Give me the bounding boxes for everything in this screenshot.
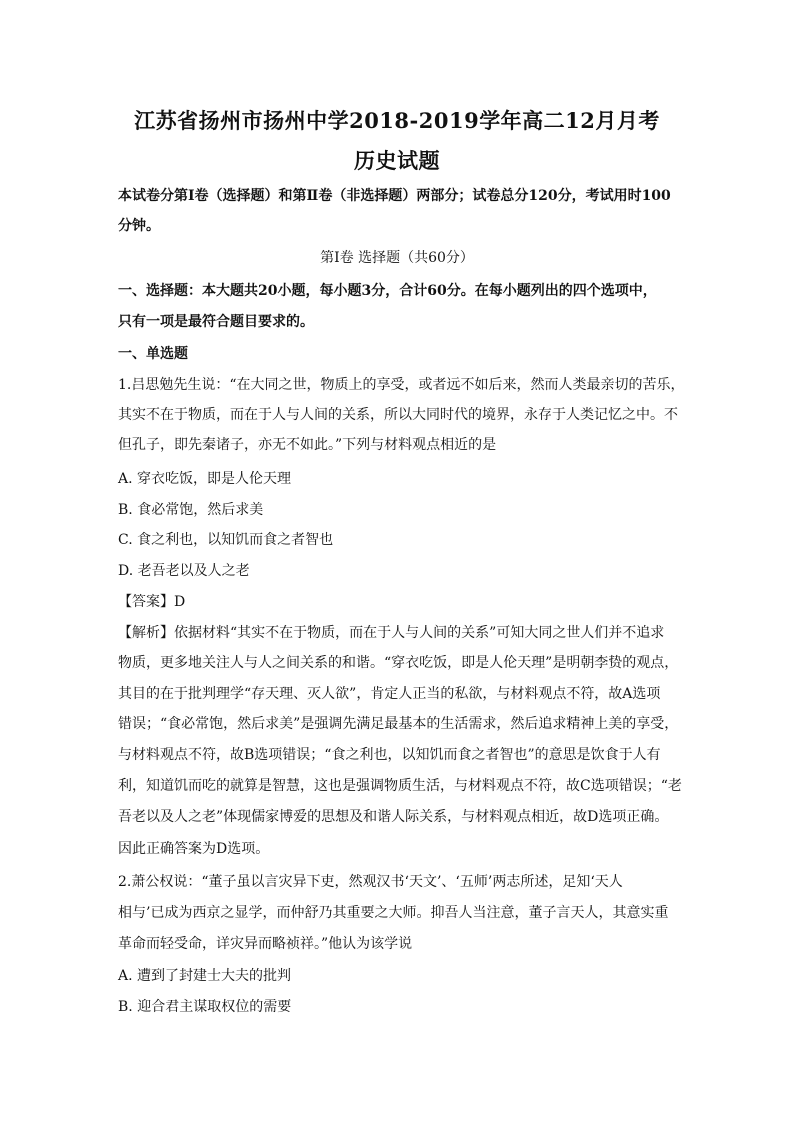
intro-line-1: 本试卷分第Ⅰ卷（选择题）和第Ⅱ卷（非选择题）两部分；试卷总分120分，考试用时100 [118,188,671,204]
section-instructions-line-2: 只有一项是最符合题目要求的。 [118,314,314,330]
document-subtitle: 历史试题 [354,148,440,173]
question-2-stem-line-2: 相与’已成为西京之显学，而仲舒乃其重要之大师。抑吾人当注意，董子言天人，其意实重 [118,905,669,921]
question-1-analysis-line-5: 与材料观点不符，故B选项错误；“食之利也，以知饥而食之者智也”的意思是饮食于人有 [118,747,661,763]
question-1-analysis-line-2: 物质，更多地关注人与人之间关系的和谐。“穿衣吃饭，即是人伦天理”是明朝李贽的观点， [118,655,679,671]
question-2-stem-line-1: 2.萧公权说：“董子虽以言灾异下吏，然观汉书‘天文’、‘五师’两志所述，足知‘天人 [118,874,623,890]
question-1-analysis-line-4: 错误；“食必常饱，然后求美”是强调先满足最基本的生活需求，然后追求精神上美的享受， [118,716,679,732]
question-2-option-a: A. 遭到了封建士大夫的批判 [118,968,292,984]
question-1-analysis-line-8: 因此正确答案为D选项。 [118,841,270,857]
question-1-stem-line-1: 1.吕思勉先生说：“在大同之世，物质上的享受，或者远不如后来，然而人类最亲切的苦乐， [118,377,685,393]
question-1-option-c: C. 食之利也，以知饥而食之者智也 [118,532,334,548]
question-1-stem-line-3: 但孔子，即先秦诸子，亦无不如此。”下列与材料观点相近的是 [118,437,497,453]
question-2-stem-line-3: 革命而轻受命，详灾异而略祯祥。”他认为该学说 [118,936,413,952]
section-instructions-line-1: 一、选择题：本大题共20小题，每小题3分，合计60分。在每小题列出的四个选项中， [118,283,657,299]
question-1-option-a: A. 穿衣吃饭，即是人伦天理 [118,471,292,487]
question-1-analysis-line-7: 吾老以及人之老”体现儒家博爱的思想及和谐人际关系，与材料观点相近，故D选项正确。 [118,809,669,825]
question-1-answer: 【答案】D [118,594,186,610]
part1-heading: 第Ⅰ卷 选择题（共60分） [320,250,474,266]
question-1-option-d: D. 老吾老以及人之老 [118,563,250,579]
subsection-heading: 一、单选题 [118,346,188,362]
document-title: 江苏省扬州市扬州中学2018-2019学年高二12月月考 [134,108,660,133]
question-1-analysis-line-3: 其目的在于批判理学“存天理、灭人欲”，肯定人正当的私欲，与材料观点不符，故A选项 [118,686,661,702]
question-1-analysis-line-1: 【解析】依据材料“其实不在于物质，而在于人与人间的关系”可知大同之世人们并不追求 [118,625,665,641]
intro-line-2: 分钟。 [118,218,160,234]
question-1-analysis-line-6: 利，知道饥而吃的就算是智慧，这也是强调物质生活，与材料观点不符，故C选项错误；“老 [118,778,682,794]
question-2-option-b: B. 迎合君主谋取权位的需要 [118,999,292,1015]
question-1-stem-line-2: 其实不在于物质，而在于人与人间的关系，所以大同时代的境界，永存于人类记忆之中。不 [118,407,678,423]
question-1-option-b: B. 食必常饱，然后求美 [118,502,264,518]
